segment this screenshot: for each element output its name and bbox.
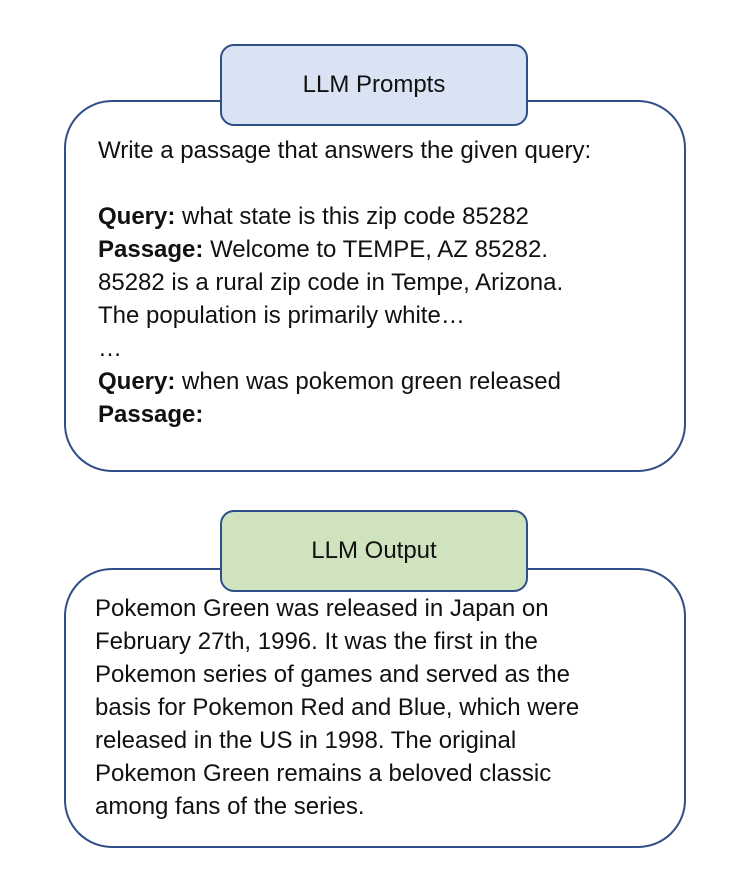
output-line: basis for Pokemon Red and Blue, which were bbox=[95, 694, 580, 721]
target-query-line bbox=[98, 365, 591, 398]
prompts-body bbox=[98, 134, 591, 431]
target-passage-label: Passage: bbox=[98, 401, 204, 428]
output-tab bbox=[220, 510, 528, 592]
example-query-label: Query: bbox=[98, 203, 176, 230]
example-query-text: what state is this zip code 85282 bbox=[175, 203, 529, 230]
output-line: Pokemon Green was released in Japan on bbox=[95, 595, 549, 622]
blank-line bbox=[98, 167, 591, 200]
output-line: released in the US in 1998. The original bbox=[95, 727, 517, 754]
example-passage-label: Passage: bbox=[98, 236, 204, 263]
output-tab-label: LLM Output bbox=[311, 537, 437, 564]
example-passage-text-1: Welcome to TEMPE, AZ 85282. bbox=[203, 236, 549, 263]
example-passage-line bbox=[98, 233, 591, 266]
output-line: among fans of the series. bbox=[95, 793, 365, 820]
output-body bbox=[95, 592, 579, 823]
target-query-label: Query: bbox=[98, 368, 176, 395]
target-passage-line bbox=[98, 398, 591, 431]
output-line: February 27th, 1996. It was the first in the bbox=[95, 628, 538, 655]
output-line: Pokemon series of games and served as the bbox=[95, 661, 570, 688]
example-query-line bbox=[98, 200, 591, 233]
prompt-instruction: Write a passage that answers the given query: bbox=[98, 137, 592, 164]
target-query-text: when was pokemon green released bbox=[175, 368, 561, 395]
example-passage-text-2: 85282 is a rural zip code in Tempe, Arizona. bbox=[98, 269, 564, 296]
prompts-tab bbox=[220, 44, 528, 126]
example-passage-text-3: The population is primarily white… bbox=[98, 302, 465, 329]
output-line: Pokemon Green remains a beloved classic bbox=[95, 760, 552, 787]
ellipsis: … bbox=[98, 335, 122, 362]
prompts-tab-label: LLM Prompts bbox=[302, 71, 446, 98]
